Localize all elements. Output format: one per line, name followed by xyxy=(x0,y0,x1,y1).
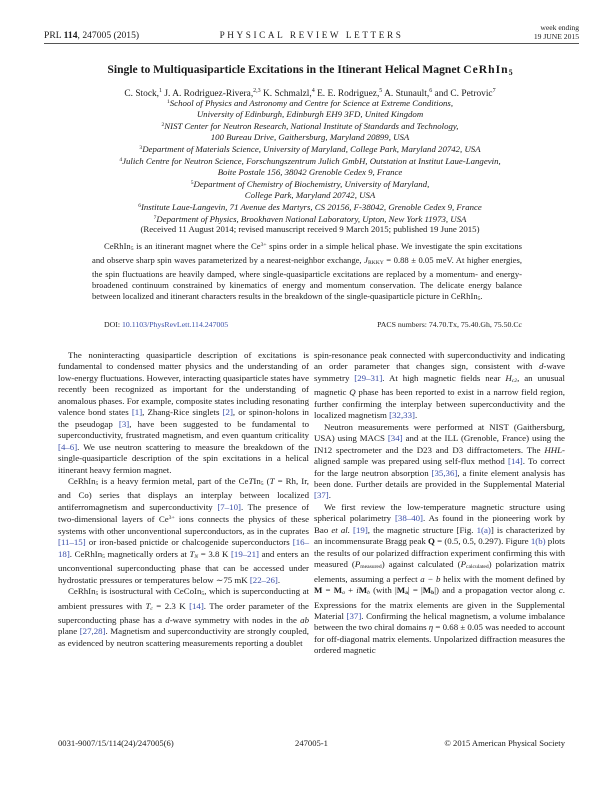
received-dates: (Received 11 August 2014; revised manuscript received 9 March 2015; published 19 June 2015) xyxy=(140,224,480,235)
paragraph: The noninteracting quasiparticle description of excitations is fundamental to condensed matter physics and the understanding of low-energy fluctuations. However, interacting quasiparticle states have recently been recognized as important for the understanding of anomalous phases. For example, composite states including resonating valence bond states [1], Zhang-Rice singlets [2], or spinon-holons in the pseudogap [3], have been suggested to be fundamental to superconductivity, frustrated magnetism, and even quantum criticality [4–6]. We use neutron scattering to measure the breakdown of the single-quasiparticle description of the spin excitations in a helical itinerant heavy fermion magnet. xyxy=(58,350,309,475)
paragraph: CeRhIn$_5$ is a heavy fermion metal, part of the CeTIn$_5$ (T = Rh, Ir, and Co) series that displays an interplay between localized antiferromagnetism and superconductivity [7–10]. The presence of two-dimensional layers of $Ce^{3+}$ ions connects the physics of these systems with other unconventional superconductors, as in the cuprates [11–15] or iron-based pnictide or chalcogenide superconductors [16–18]. CeRhIn$_5$ magnetically orders at $T_N = 3.8$ K [19–21] and enters an unconventional superconducting phase that can be accessed under hydrostatic pressures or temperatures below ∼75 mK [22–26]. xyxy=(58,475,309,585)
affiliation: $^5$Department of Chemistry of Biochemistry, University of Maryland, xyxy=(190,178,430,189)
journal-citation: PRL 114, 247005 (2015) xyxy=(44,30,140,41)
copyright: © 2015 American Physical Society xyxy=(444,738,565,748)
author: K. Schmalzl,$^4$ xyxy=(263,88,315,99)
body-column-left xyxy=(58,350,309,649)
affiliation-cont: Boite Postale 156, 38042 Grenoble Cedex 9, France xyxy=(217,166,403,177)
journal-code: 0031-9007/15/114(24)/247005(6) xyxy=(58,738,174,748)
paragraph: CeRhIn$_5$ is isostructural with CeCoIn$_5$, which is superconducting at ambient pressures with $T_c = 2.3$ K [14]. The order parameter of the superconducting phase has a d-wave symmetry with nodes in the ab plane [27,28]. Magnetism and superconductivity are strongly coupled, as evidenced by neutron scattering measurements reporting a doublet xyxy=(58,586,309,648)
citation-link[interactable]: [38–40] xyxy=(394,513,423,524)
affiliation: $^2$NIST Center for Neutron Research, National Institute of Standards and Technology, xyxy=(161,120,459,131)
citation-link[interactable]: [16–18] xyxy=(58,537,309,559)
citation-link[interactable]: [37] xyxy=(346,610,362,621)
citation-link[interactable]: [19] xyxy=(353,524,368,535)
affiliations xyxy=(40,97,580,235)
paper-title: Single to Multiquasiparticle Excitations in the Itinerant Helical Magnet CeRhIn$_5$ xyxy=(107,63,513,77)
author: and C. Petrovic$^7$ xyxy=(434,88,496,99)
paragraph: We first review the low-temperature magnetic structure using spherical polarimetry [38–40]. As found in the pioneering work by Bao et al. [19], the magnetic structure [Fig. 1(a)] is characterized by an incommensurate Bragg peak Q = (0.5, 0.5, 0.297). Figure 1(b) plots the results of our polarized diffraction experiment confirming this with measured $(P_{measured})$ against calculated $(P_{calculated})$ polarization matrix elements, assuming a perfect a − b helix with the moment defined by $M = M_a + iM_b$ (with $|M_a| = |M_b|$) and a propagation vector along c. Expressions for the matrix elements are given in the Supplemental Material [37]. Confirming the helical magnetism, a volume imbalance between the two chiral domains η = 0.68 ± 0.05 was needed to account for off-diagonal matrix elements. Unpolarized diffraction measures the ordered magnetic xyxy=(314,501,566,656)
citation-link[interactable]: [2] xyxy=(222,407,233,418)
citation-link[interactable]: [34] xyxy=(387,433,403,444)
journal-name: PHYSICAL REVIEW LETTERS xyxy=(219,30,404,40)
citation-link[interactable]: [11–15] xyxy=(58,537,86,548)
affiliation: $^4$Julich Centre for Neutron Science, Forschungszentrum Julich GmbH, Outstation at Institut Laue-Langevin, xyxy=(119,155,501,166)
citation-link[interactable]: [19–21] xyxy=(230,548,259,559)
author: J. A. Rodriguez-Rivera,$^{2,3}$ xyxy=(164,88,261,99)
citation-link[interactable]: [32,33] xyxy=(389,410,415,421)
citation-link[interactable]: [3] xyxy=(118,418,130,429)
doi-pacs-row xyxy=(104,320,522,329)
paragraph: Neutron measurements were performed at NIST (Gaithersburg, USA) using MACS [34] and at the ILL (Grenoble, France) using the IN12 spectrometer and the D23 and D3 diffractometers. The HHL-aligned sample was prepared using self-flux method [14]. To correct for the large neutron absorption [35,36], a finite element analysis has been done. Further details are provided in the Supplemental Material [37]. xyxy=(314,421,565,501)
citation-link[interactable]: [27,28] xyxy=(79,626,106,637)
citation-link[interactable]: [7–10] xyxy=(217,501,241,512)
running-head xyxy=(44,24,579,44)
pacs-numbers: PACS numbers: 74.70.Tx, 75.40.Gh, 75.50.Cc xyxy=(377,320,522,329)
figure-link[interactable]: 1(a) xyxy=(476,524,491,535)
abstract: CeRhIn$_5$ is an itinerant magnet where the $Ce^{3+}$ spins order in a simple helical phase. We investigate the spin excitations and observe sharp spin waves parameterized by a nearest-neighbor exchange, $J_{RKKY} = 0.88 \pm 0.05$ meV. At higher energies, the spin fluctuations are heavily damped, where single-quasiparticle excitations are replaced by a momentum- and energy-broadened continuum constrained by kinematics of energy and momentum conservation. The delicate energy balance between localized and itinerant characters results in the breakdown of the single-quasiparticle picture in CeRhIn$_5$. xyxy=(92,241,522,302)
affiliation-cont: College Park, Maryland 20742, USA xyxy=(244,189,376,200)
citation-link[interactable]: [4–6] xyxy=(58,441,78,452)
author: C. Stock,$^1$ xyxy=(124,88,163,99)
citation-link[interactable]: [29–31] xyxy=(354,372,383,383)
citation-link[interactable]: [14] xyxy=(508,456,523,467)
week-ending: week ending 19 JUNE 2015 xyxy=(533,23,579,41)
affiliation: $^1$School of Physics and Astronomy and Centre for Science at Extreme Conditions, xyxy=(166,98,454,108)
paragraph: spin-resonance peak connected with superconductivity and indicating an order parameter that changes sign, consistent with d-wave symmetry [29–31]. At high magnetic fields near $H_{c2}$, an unusual magnetic Q phase has been reported to exist in a narrow field region, further confirming the interplay between superconductivity and the localized magnetism [32,33]. xyxy=(314,350,565,421)
author: A. Stunault,$^6$ xyxy=(384,88,433,99)
affiliation: $^6$Institute Laue-Langevin, 71 Avenue des Martyrs, CS 20156, F-38042, Grenoble Cedex 9, France xyxy=(138,201,482,212)
doi-label: DOI: xyxy=(104,320,122,329)
affiliation-cont: 100 Bureau Drive, Gaithersburg, Maryland 20899, USA xyxy=(210,131,410,142)
citation-link[interactable]: [22–26] xyxy=(249,574,278,585)
affiliation: $^3$Department of Materials Science, University of Maryland, College Park, Maryland 20742, USA xyxy=(139,143,481,154)
citation-link[interactable]: [14] xyxy=(189,600,204,611)
citation-link[interactable]: [1] xyxy=(131,407,143,418)
body-column-right xyxy=(314,350,565,657)
figure-link[interactable]: 1(b) xyxy=(530,536,546,547)
doi-link[interactable]: 10.1103/PhysRevLett.114.247005 xyxy=(121,320,229,329)
citation-link[interactable]: [37] xyxy=(314,490,329,501)
author: E. E. Rodriguez,$^5$ xyxy=(317,88,383,99)
citation-link[interactable]: [35,36] xyxy=(431,467,458,478)
affiliation-cont: University of Edinburgh, Edinburgh EH9 3FD, United Kingdom xyxy=(196,108,424,119)
page-number: 247005-1 xyxy=(295,738,328,748)
affiliation: $^7$Department of Physics, Brookhaven National Laboratory, Upton, New York 11973, USA xyxy=(153,213,467,224)
